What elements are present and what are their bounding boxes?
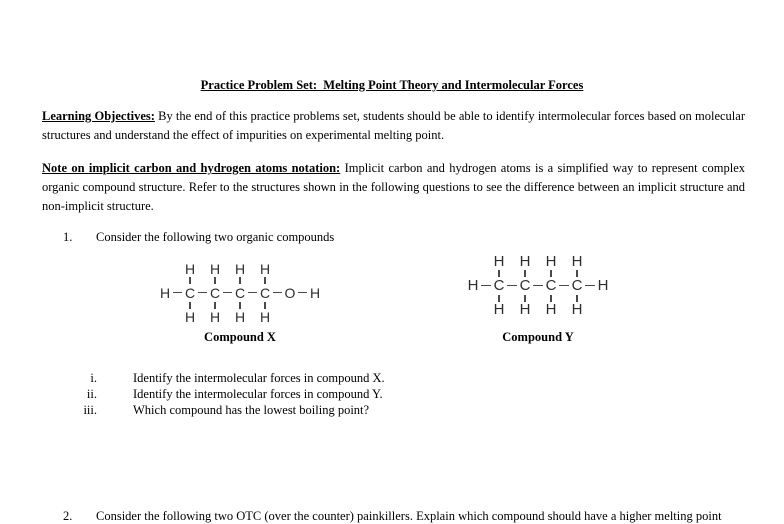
atom-h: H [545,301,557,318]
atom-c: C [493,277,505,294]
subquestion-iii-numeral: iii. [83,403,97,417]
bond-vertical [189,302,191,309]
learning-objectives-paragraph [42,107,745,145]
atom-h: H [159,284,171,301]
atom-h: H [571,301,583,318]
bond-vertical [524,270,526,277]
bond-horizontal [173,292,182,294]
atom-o: O [284,284,296,301]
atom-c: C [209,284,221,301]
bond-vertical [498,270,500,277]
compounds-figure [0,249,784,352]
subquestion-iii [42,402,745,418]
atom-h: H [259,308,271,325]
atom-h: H [209,260,221,277]
atom-h: H [571,253,583,270]
notation-note-paragraph [42,159,745,216]
subquestion-i-text: Identify the intermolecular forces in compound X. [133,371,385,385]
question-1-text: Consider the following two organic compounds [96,230,335,244]
compound-y-diagram [466,254,610,317]
subquestion-ii [42,386,745,402]
document-page [0,78,784,523]
atom-h: H [259,260,271,277]
atom-c: C [184,284,196,301]
bond-horizontal [223,292,232,294]
atom-h: H [184,308,196,325]
question-1 [63,229,745,245]
subquestion-ii-numeral: ii. [86,387,97,401]
atom-c: C [519,277,531,294]
atom-h: H [309,284,321,301]
compound-y-label: Compound Y [502,330,574,344]
atom-c: C [259,284,271,301]
atom-h: H [184,260,196,277]
learning-objectives-lead: Learning Objectives: [42,109,155,123]
bond-horizontal [481,285,491,287]
bond-vertical [214,302,216,309]
bond-horizontal [585,285,595,287]
atom-h: H [234,260,246,277]
atom-c: C [234,284,246,301]
bond-horizontal [533,285,543,287]
atom-h: H [467,277,479,294]
subquestion-ii-text: Identify the intermolecular forces in compound Y. [133,387,383,401]
atom-h: H [545,253,557,270]
atom-c: C [571,277,583,294]
bond-horizontal [198,292,207,294]
bond-vertical [576,270,578,277]
atom-h: H [519,253,531,270]
atom-c: C [545,277,557,294]
subquestion-iii-text: Which compound has the lowest boiling point? [133,403,370,417]
bond-horizontal [507,285,517,287]
atom-h: H [493,301,505,318]
question-1-subquestions [42,370,745,418]
question-2-partial [63,508,745,524]
learning-objectives-body: By the end of this practice problems set, students should be able to identify intermolecular forces based on molecular structures and understand the effect of impurities on experimental melting point. [42,109,745,142]
bond-vertical [214,277,216,284]
bond-vertical [239,277,241,284]
notation-note-lead: Note on implicit carbon and hydrogen atoms notation: [42,161,341,175]
bond-vertical [264,302,266,309]
subquestion-i-numeral: i. [90,371,97,385]
compound-x-structure [158,261,322,345]
bond-horizontal [248,292,257,294]
compound-y-structure [466,254,610,345]
subquestion-i [42,370,745,386]
question-2-number: 2. [63,509,73,523]
bond-horizontal [298,292,307,294]
compound-x-diagram [158,261,322,324]
bond-horizontal [559,285,569,287]
atom-h: H [519,301,531,318]
bond-vertical [264,277,266,284]
bond-vertical [550,270,552,277]
question-1-number: 1. [63,230,73,244]
notation-note-body: Implicit carbon and hydrogen atoms is a simplified way to represent complex organic compound structure. Refer to the structures shown in the following questions to see the difference between an implicit structure and non-implicit structure. [42,161,745,213]
atom-h: H [597,277,609,294]
atom-h: H [234,308,246,325]
page-title: Practice Problem Set: Melting Point Theory and Intermolecular Forces [200,78,584,92]
compound-x-label: Compound X [204,330,276,344]
bond-horizontal [273,292,282,294]
atom-h: H [209,308,221,325]
question-2-text: Consider the following two OTC (over the counter) painkillers. Explain which compound should have a higher melting point [96,509,722,523]
bond-vertical [239,302,241,309]
atom-h: H [493,253,505,270]
bond-vertical [189,277,191,284]
